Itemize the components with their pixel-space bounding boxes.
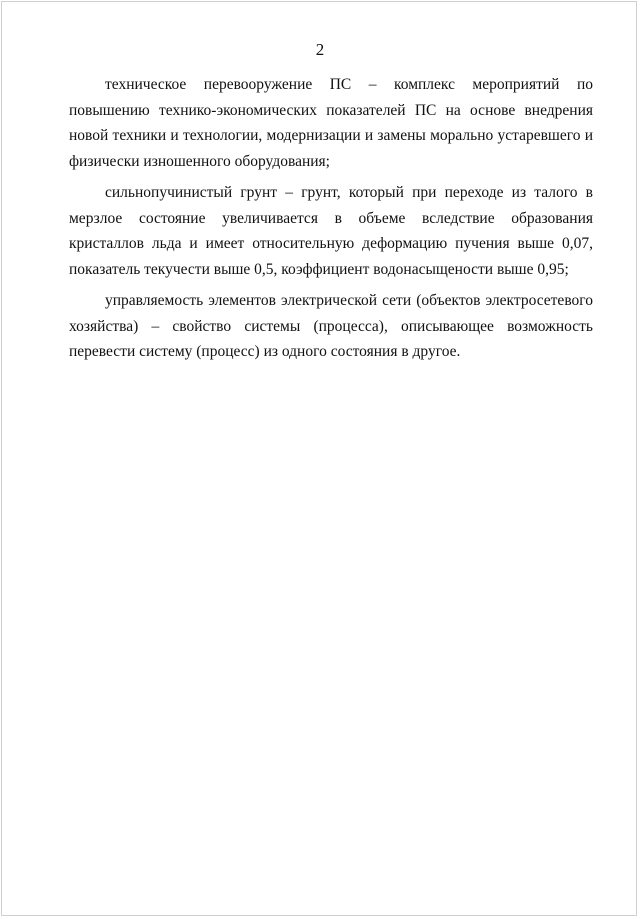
document-body bbox=[69, 72, 593, 371]
page-number: 2 bbox=[315, 40, 325, 59]
definition-paragraph-technical-reequipment: техническое перевооружение ПС – комплекс мероприятий по повышению технико-экономических показателей ПС на основе внедрения новой техники и технологии, модернизации и замены морально устаревшего и физически изношенного оборудования; bbox=[69, 76, 593, 170]
definition-paragraph-heaving-soil: сильнопучинистый грунт – грунт, который при переходе из талого в мерзлое состояние увеличивается в объеме вследствие образования кристаллов льда и имеет относительную деформацию пучения выше 0,07, показатель текучести выше 0,5, коэффициент водонасыщености выше 0,95; bbox=[69, 184, 593, 278]
definition-paragraph-grid-controllability: управляемость элементов электрической сети (объектов электросетевого хозяйства) – свойство системы (процесса), описывающее возможность перевести систему (процесс) из одного состояния в другое. bbox=[69, 292, 593, 360]
